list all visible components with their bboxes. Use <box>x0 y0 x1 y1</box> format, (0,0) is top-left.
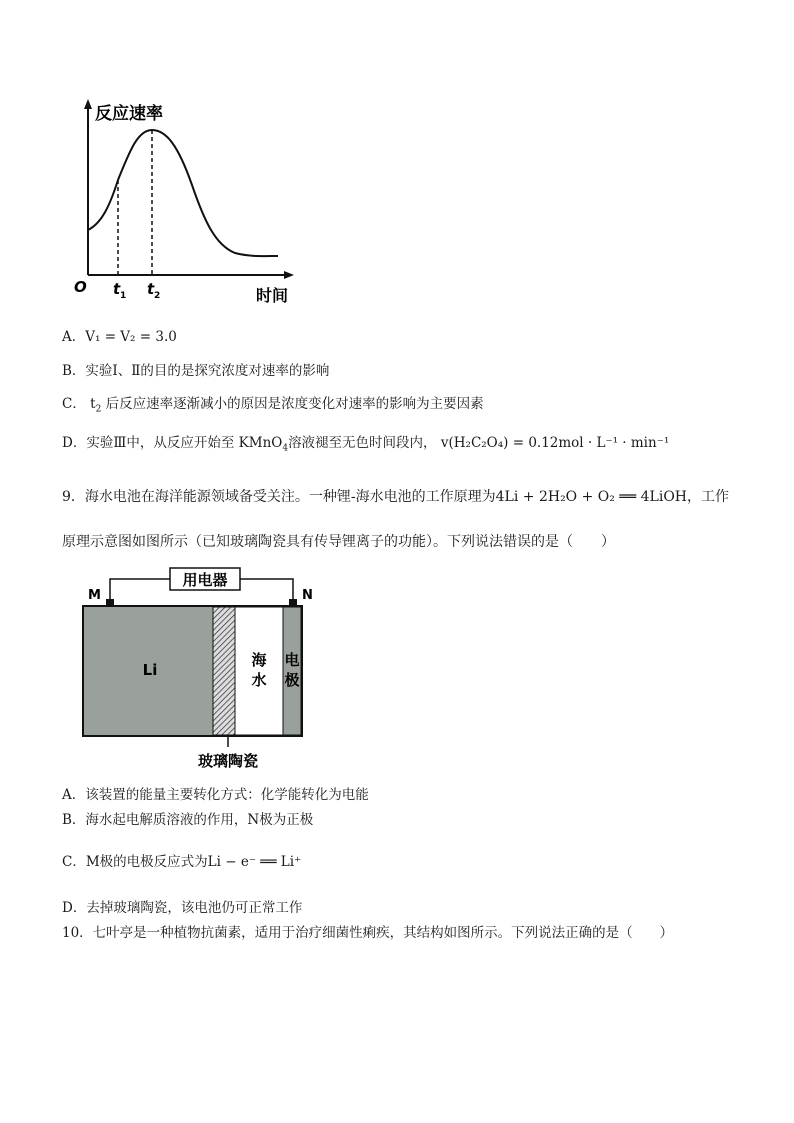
rate-curve <box>88 130 278 256</box>
q8-option-d <box>62 434 669 458</box>
q9-option-b: B．海水起电解质溶液的作用，N极为正极 <box>62 812 314 828</box>
option-prefix: B． <box>62 363 86 379</box>
option-c-sub: 2 <box>95 404 102 415</box>
q9-option-c-text: C．M极的电极反应式为 <box>62 854 208 870</box>
x-axis-label: 时间 <box>256 286 289 305</box>
wire-right <box>240 579 293 605</box>
q9-option-c <box>62 853 301 871</box>
option-c-t: t <box>90 396 96 412</box>
y-axis-arrow <box>84 99 92 109</box>
q9-option-a: A．该装置的能量主要转化方式：化学能转化为电能 <box>62 787 369 803</box>
m-terminal <box>106 599 114 606</box>
y-axis-label: 反应速率 <box>95 104 163 124</box>
q9-stem-line2: 原理示意图如图所示（已知玻璃陶瓷具有传导锂离子的功能）。下列说法错误的是（ ） <box>62 534 615 550</box>
q9-stem-tail: ，工作 <box>687 489 730 505</box>
q9-stem-text: 9．海水电池在海洋能源领域备受关注。一种锂-海水电池的工作原理为 <box>62 489 496 505</box>
m-label: M <box>88 588 101 603</box>
option-d-text1: 实验Ⅲ中，从反应开始至 <box>86 435 235 451</box>
option-d-formula: v(H₂C₂O₄) = 0.12mol · L⁻¹ · min⁻¹ <box>440 435 670 451</box>
q8-option-a <box>62 328 177 346</box>
option-prefix: D． <box>62 435 87 451</box>
electrode-label-1: 电 <box>284 651 300 669</box>
option-prefix: C． <box>62 396 86 412</box>
t1-label: t <box>113 280 121 298</box>
battery-diagram <box>80 565 320 775</box>
t2-label: t <box>147 280 155 298</box>
ceramic-label: 玻璃陶瓷 <box>197 752 259 770</box>
n-label: N <box>302 588 313 603</box>
li-label: Li <box>142 661 158 679</box>
x-axis-arrow <box>284 271 294 279</box>
electrode-label-2: 极 <box>284 671 300 689</box>
wire-left <box>110 579 170 605</box>
seawater-label-1: 海 <box>251 651 267 669</box>
q9-stem-line1 <box>62 488 729 506</box>
option-d-sub4: 4 <box>282 443 289 454</box>
seawater-label-2: 水 <box>251 671 267 689</box>
option-prefix: A． <box>62 329 86 345</box>
n-terminal <box>289 599 297 606</box>
reaction-rate-graph <box>70 95 310 310</box>
q9-option-c-equation: Li − e⁻ ══ Li⁺ <box>207 854 302 870</box>
q8-option-c <box>62 395 484 419</box>
origin-label: O <box>74 278 87 296</box>
q10-stem: 10．七叶亭是一种植物抗菌素，适用于治疗细菌性痢疾，其结构如图所示。下列说法正确的是（ ） <box>62 925 674 941</box>
device-label: 用电器 <box>182 571 228 589</box>
t2-subscript: 2 <box>154 291 161 301</box>
option-b-text: 实验Ⅰ、Ⅱ的目的是探究浓度对速率的影响 <box>85 363 330 379</box>
option-c-text: 后反应速率逐渐减小的原因是浓度变化对速率的影响为主要因素 <box>105 396 484 412</box>
option-d-text2: 溶液褪至无色时间段内， <box>288 435 437 451</box>
option-d-kmno4: KMnO <box>238 435 283 451</box>
t1-subscript: 1 <box>120 291 127 301</box>
q8-option-b <box>62 362 329 380</box>
q9-option-d: D．去掉玻璃陶瓷，该电池仍可正常工作 <box>62 900 303 916</box>
ceramic-layer <box>213 607 235 735</box>
option-a-text: V₁ = V₂ = 3.0 <box>85 329 177 345</box>
q9-equation: 4Li + 2H₂O + O₂ ══ 4LiOH <box>495 489 688 505</box>
